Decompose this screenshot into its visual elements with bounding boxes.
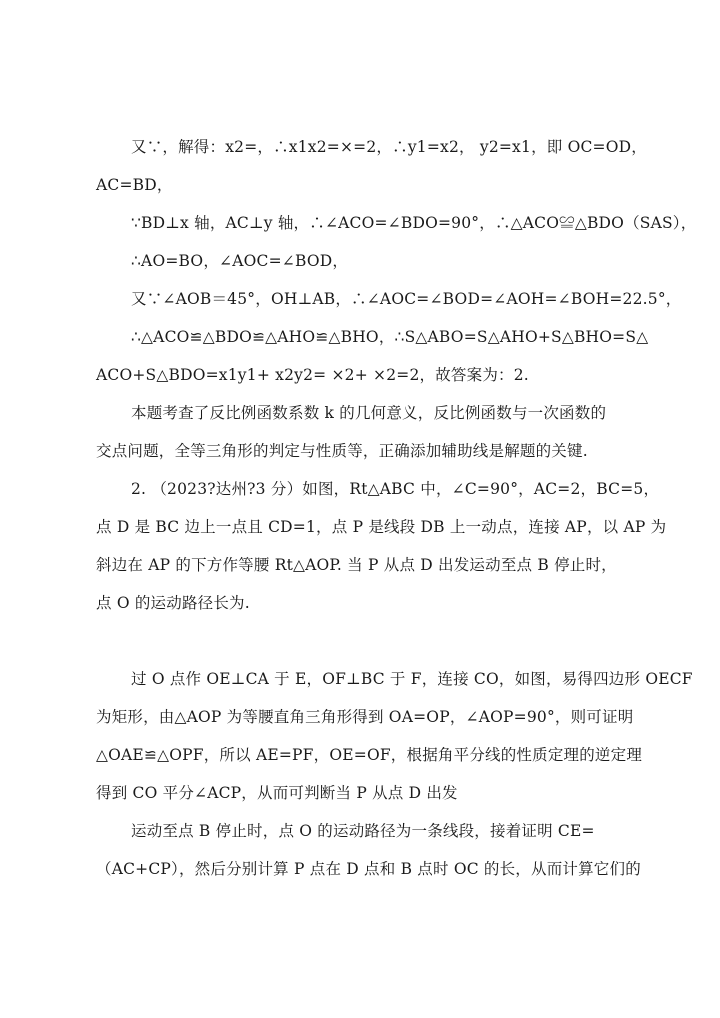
text-line: 点 D 是 BC 边上一点且 CD=1，点 P 是线段 DB 上一动点，连接 AP，以 AP 为: [96, 518, 667, 536]
text-line: AC=BD，: [96, 176, 173, 194]
text-line: ACO+S△BDO=x1y1+ x2y2= ×2+ ×2=2，故答案为：2.: [96, 366, 529, 384]
text-line: 为矩形，由△AOP 为等腰直角三角形得到 OA=OP，∠AOP=90°，则可证明: [96, 708, 634, 726]
text-line: ∵BD⊥x 轴，AC⊥y 轴，∴∠ACO=∠BDO=90°，∴△ACO≌△BDO（SAS），: [131, 214, 697, 232]
text-line: 过 O 点作 OE⊥CA 于 E，OF⊥BC 于 F，连接 CO，如图，易得四边形 OECF: [131, 670, 693, 688]
text-line: △OAE≌△OPF，所以 AE=PF，OE=OF，根据角平分线的性质定理的逆定理: [96, 746, 643, 764]
text-line: ∴△ACO≌△BDO≌△AHO≌△BHO，∴S△ABO=S△AHO+S△BHO=S△: [131, 328, 649, 346]
text-line: 斜边在 AP 的下方作等腰 Rt△AOP. 当 P 从点 D 出发运动至点 B 停止时，: [96, 556, 617, 574]
text-line: （AC+CP），然后分别计算 P 点在 D 点和 B 点时 OC 的长，从而计算它们的: [96, 860, 641, 878]
text-line: 交点问题，全等三角形的判定与性质等，正确添加辅助线是解题的关键.: [96, 442, 588, 460]
text-line: 得到 CO 平分∠ACP，从而可判断当 P 从点 D 出发: [96, 784, 458, 802]
text-line: 2. （2023?达州?3 分）如图，Rt△ABC 中，∠C=90°，AC=2，BC=5，: [131, 480, 660, 498]
text-line: 又∵，解得：x2=，∴x1x2=×=2，∴y1=x2， y2=x1，即 OC=OD，: [131, 138, 647, 156]
text-line: 又∵∠AOB＝45°，OH⊥AB，∴∠AOC=∠BOD=∠AOH=∠BOH=22.5°，: [131, 290, 682, 308]
text-line: 点 O 的运动路径长为.: [96, 594, 250, 612]
text-line: 运动至点 B 停止时，点 O 的运动路径为一条线段，接着证明 CE=: [131, 822, 595, 840]
text-line: ∴AO=BO，∠AOC=∠BOD，: [131, 252, 349, 270]
text-line: 本题考查了反比例函数系数 k 的几何意义，反比例函数与一次函数的: [131, 404, 607, 422]
